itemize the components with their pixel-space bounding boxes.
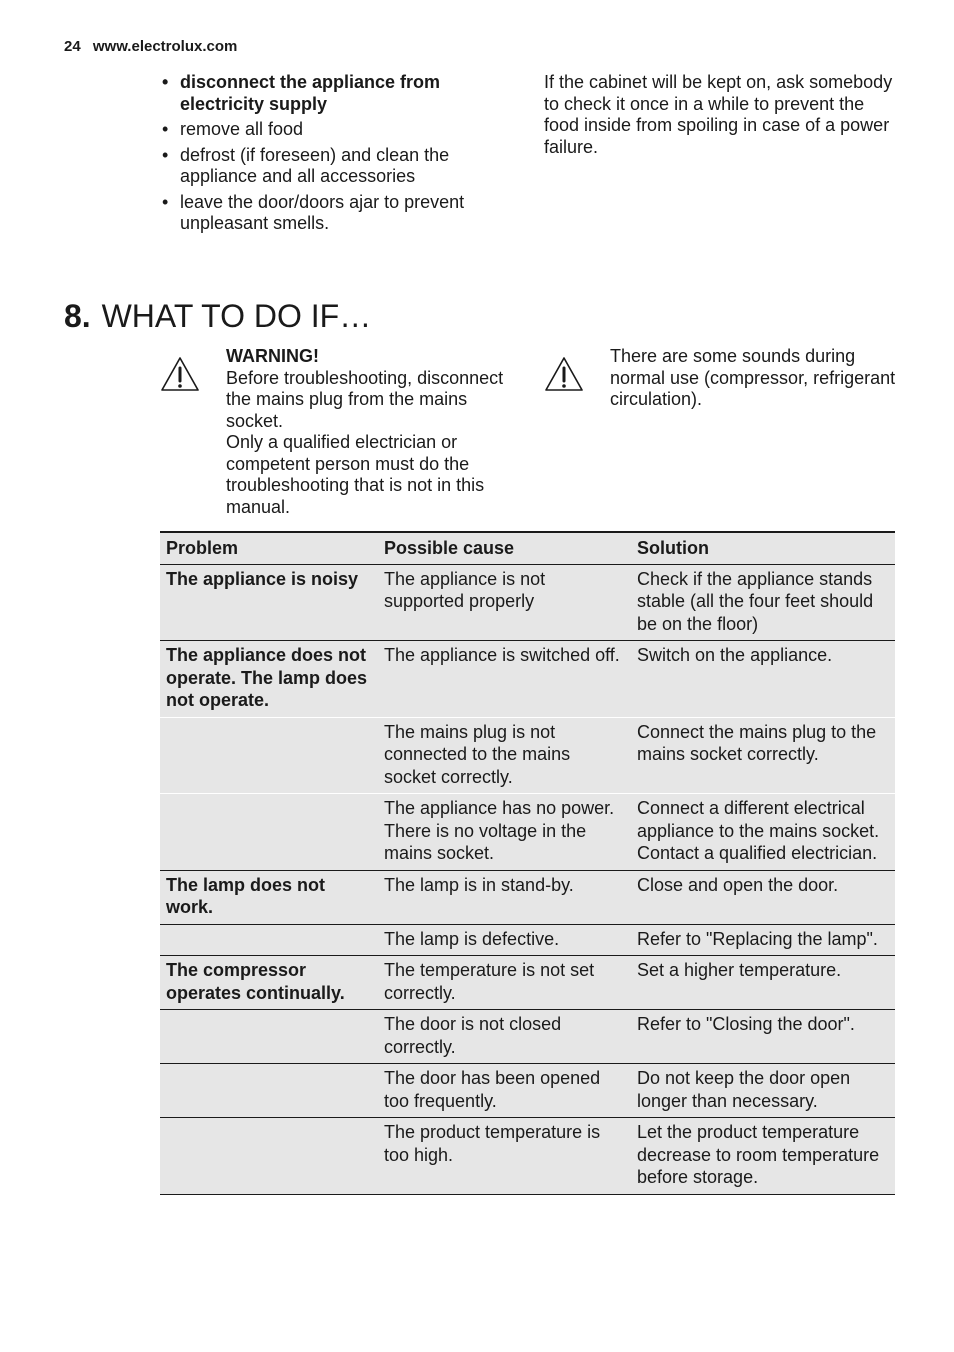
table-row: [160, 1118, 895, 1195]
solution-line: Connect a different electrical appliance to the mains socket.: [637, 798, 880, 841]
column-header: Solution: [631, 532, 895, 564]
cause-cell: The appliance has no power. There is no voltage in the mains socket.: [378, 794, 631, 871]
list-item: • remove all food: [160, 119, 520, 141]
problem-cell: The appliance does not operate. The lamp does not operate.: [160, 641, 378, 718]
cause-cell: The door is not closed correctly.: [378, 1010, 631, 1064]
problem-cell: [160, 717, 378, 794]
table-row: [160, 1064, 895, 1118]
page-number: 24: [64, 38, 81, 55]
troubleshooting-table: [160, 531, 895, 1195]
problem-cell: The lamp does not work.: [160, 870, 378, 924]
page-header: [64, 38, 237, 55]
cause-cell: The door has been opened too frequently.: [378, 1064, 631, 1118]
storage-instructions: [160, 72, 520, 239]
solution-cell: Do not keep the door open longer than necessary.: [631, 1064, 895, 1118]
problem-cell: [160, 1118, 378, 1195]
warning-text: Before troubleshooting, disconnect the mains plug from the mains socket.: [226, 367, 504, 431]
solution-cell: Refer to "Replacing the lamp".: [631, 924, 895, 956]
list-item: • defrost (if foreseen) and clean the appliance and all accessories: [160, 145, 520, 188]
cause-cell: The mains plug is not connected to the mains socket correctly.: [378, 717, 631, 794]
table-row: [160, 1010, 895, 1064]
section-title: [64, 296, 371, 336]
solution-cell: Check if the appliance stands stable (all the four feet should be on the floor): [631, 564, 895, 641]
section-heading: WHAT TO DO IF…: [101, 298, 372, 334]
site-url: www.electrolux.com: [92, 38, 238, 55]
warning-title: WARNING!: [226, 346, 319, 366]
solution-cell: Let the product temperature decrease to room temperature before storage.: [631, 1118, 895, 1195]
problem-cell: [160, 924, 378, 956]
problem-cell: [160, 1064, 378, 1118]
list-item: • leave the door/doors ajar to prevent unpleasant smells.: [160, 192, 520, 235]
warning-text: Only a qualified electrician or competent person must do the troubleshooting that is not in this manual.: [226, 432, 485, 517]
section-number: 8.: [64, 298, 91, 334]
list-item: • disconnect the appliance from electricity supply: [160, 72, 520, 115]
info-text: There are some sounds during normal use (compressor, refrigerant circulation).: [610, 346, 896, 409]
cause-cell: The temperature is not set correctly.: [378, 956, 631, 1010]
warning-triangle-icon: [160, 356, 200, 392]
solution-cell: Connect the mains plug to the mains socket correctly.: [631, 717, 895, 794]
table-row: [160, 956, 895, 1010]
solution-cell: Close and open the door.: [631, 870, 895, 924]
solution-cell: Refer to "Closing the door".: [631, 1010, 895, 1064]
column-header: Problem: [160, 532, 378, 564]
solution-line: Contact a qualified electrician.: [637, 843, 878, 863]
table-row: [160, 794, 895, 871]
problem-cell: The compressor operates continually.: [160, 956, 378, 1010]
table-header-row: [160, 532, 895, 564]
table-row: [160, 641, 895, 718]
solution-cell: Switch on the appliance.: [631, 641, 895, 718]
cause-cell: The lamp is defective.: [378, 924, 631, 956]
problem-cell: [160, 1010, 378, 1064]
cause-cell: The appliance is not supported properly: [378, 564, 631, 641]
cause-cell: The appliance is switched off.: [378, 641, 631, 718]
table-row: [160, 564, 895, 641]
solution-cell: [631, 794, 895, 871]
problem-cell: [160, 794, 378, 871]
table-row: [160, 870, 895, 924]
table-row: [160, 924, 895, 956]
cabinet-note: If the cabinet will be kept on, ask somebody to check it once in a while to prevent the food inside from spoiling in case of a power failure.: [544, 72, 893, 157]
cause-cell: The product temperature is too high.: [378, 1118, 631, 1195]
column-header: Possible cause: [378, 532, 631, 564]
solution-cell: Set a higher temperature.: [631, 956, 895, 1010]
table-row: [160, 717, 895, 794]
warning-triangle-icon: [544, 356, 584, 392]
cause-cell: The lamp is in stand-by.: [378, 870, 631, 924]
problem-cell: The appliance is noisy: [160, 564, 378, 641]
